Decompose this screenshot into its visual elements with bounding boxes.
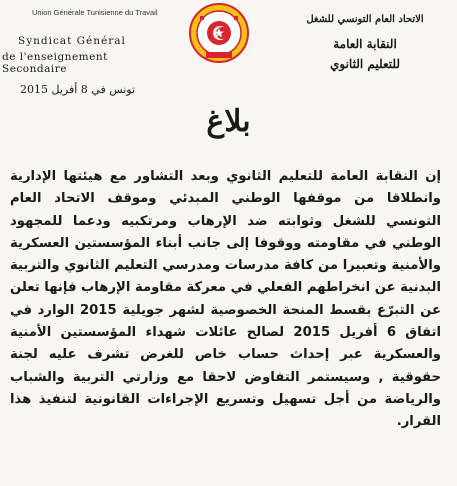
- statement-paragraph: إن النقابة العامة للتعليم الثانوي وبعد التشاور مع هيئتها الإدارية وانطلاقا من موقفها الوطني المبدئي وموقف الاتحاد العام التونسي للشغل وثوابته ضد الإرهاب ومرتكبيه ودعما للمجهود الوطني في مقاومته ووقوفا إلى جانب أبناء المؤسستين العسكرية والأمنية وتعبيرا من كافة مدرسات ومدرسي التعليم الثانوي والتربية البدنية عن انخراطهم الفعلي في معركة مقاومة الإرهاب فإنها تعلن عن التبرّع بقسط المنحة الخصوصية لشهر جويلية 2015 الوارد في اتفاق 6 أفريل 2015 لصالح عائلات شهداء المؤسستين الأمنية والعسكرية عبر إحداث حساب خاص للغرض تشرف عليه لجنة حقوقية , وسيستمر التفاوض لاحقا مع وزارتي التربية والشباب والرياضة من أجل تسهيل وتسريع الإجراءات القانونية لتنفيذ هذا القرار.: [10, 169, 442, 430]
- statement-body: [10, 166, 441, 434]
- header-right: [285, 14, 445, 71]
- enseignement-name-fr: de l'enseignement Secondaire: [2, 51, 108, 75]
- syndicat-name-ar: النقابة العامة: [333, 37, 397, 51]
- document-title: بلاغ: [206, 104, 251, 139]
- secondary-name-ar: للتعليم الثانوي: [330, 57, 400, 71]
- syndicat-name-fr: Syndicat Général: [18, 35, 126, 47]
- document-date: تونس في 8 أفريل 2015: [20, 83, 136, 96]
- header-left: [2, 4, 162, 96]
- ugtt-logo-icon: [188, 2, 250, 64]
- union-name-ar: الاتحاد العام التونسي للشغل: [306, 14, 424, 25]
- union-name-fr: Union Générale Tunisienne du Travail: [32, 8, 158, 17]
